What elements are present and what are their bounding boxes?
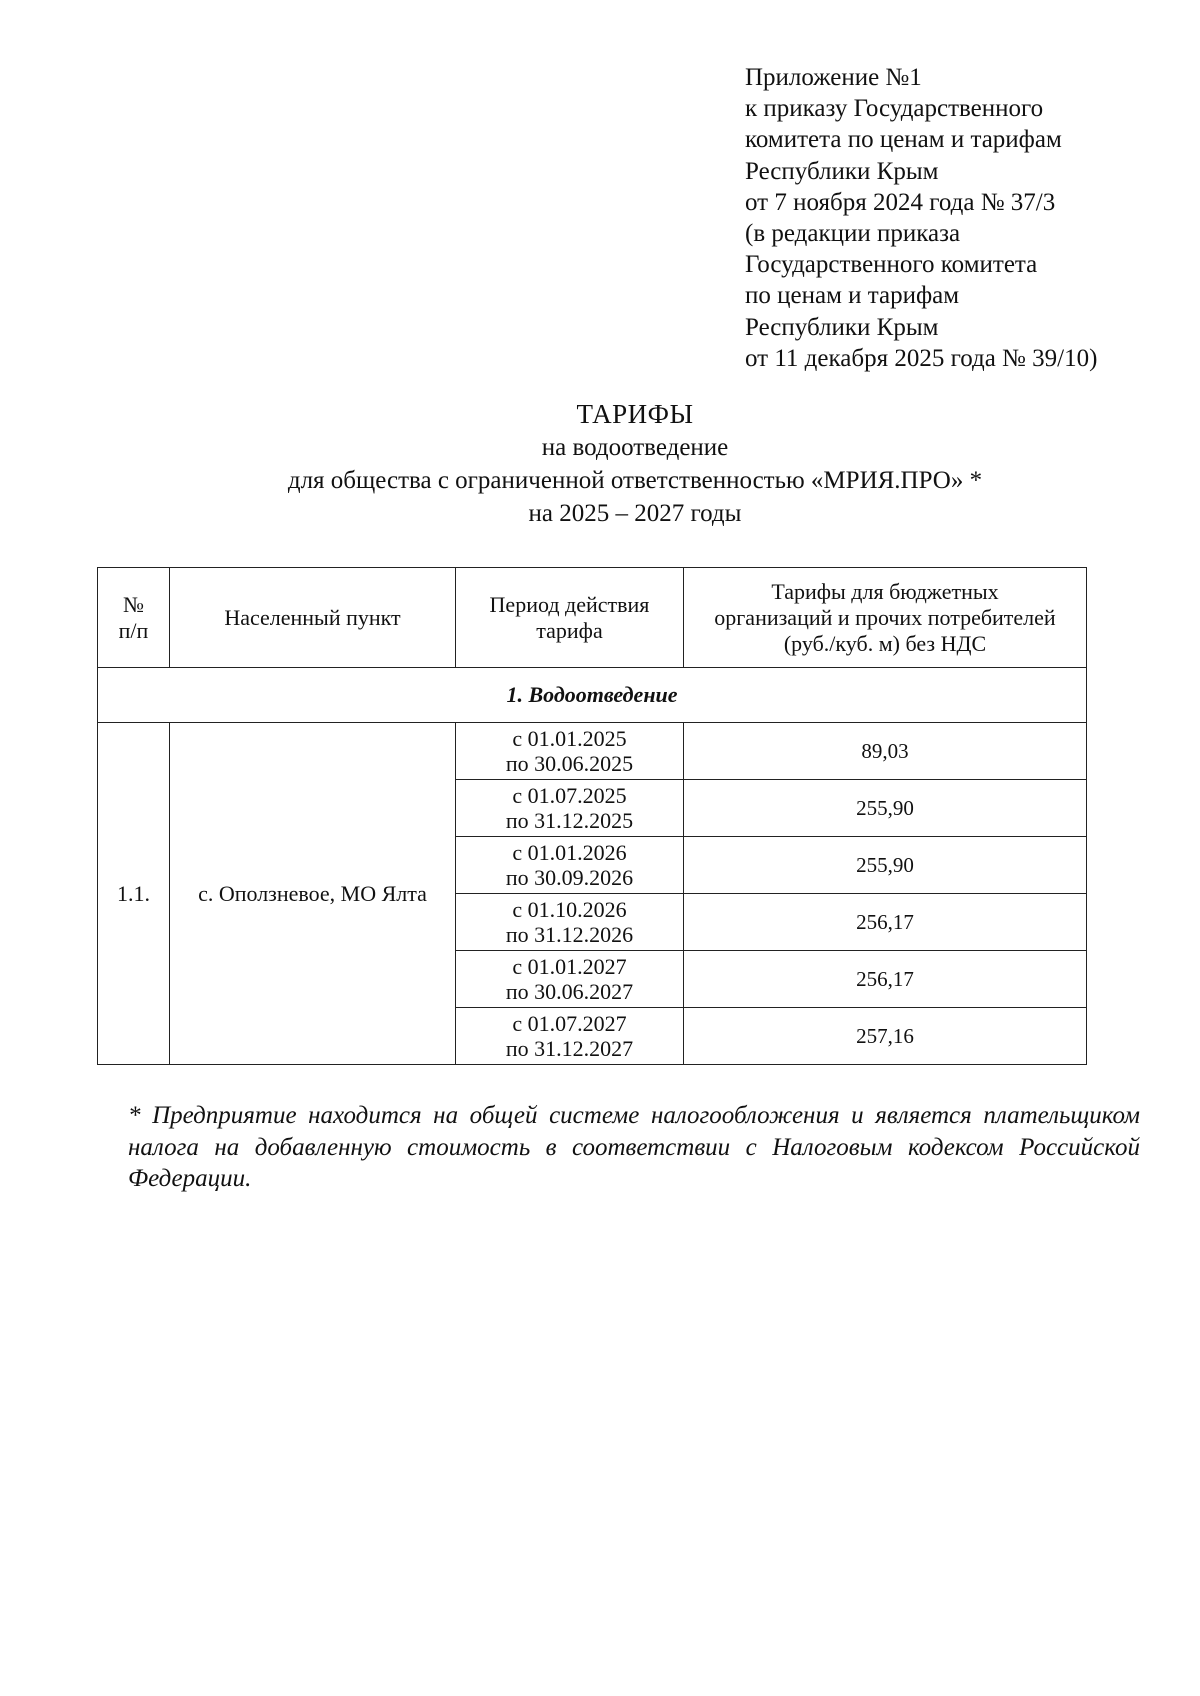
tariff-value: 255,90 — [684, 780, 1087, 837]
period-cell — [456, 780, 684, 837]
table-header-row — [98, 568, 1087, 668]
period-to: по 31.12.2027 — [505, 1036, 634, 1061]
appendix-block — [745, 62, 1165, 374]
period-from: с 01.07.2025 — [512, 783, 627, 808]
footnote: * Предприятие находится на общей системе налогообложения и является плательщиком налога на добавленную стоимость в соответствии с Налоговым кодексом Российской Федерации. — [128, 1102, 1140, 1192]
period-to: по 30.09.2026 — [505, 865, 634, 890]
tariff-value: 257,16 — [684, 1008, 1087, 1065]
period-cell — [456, 723, 684, 780]
document-title: ТАРИФЫ — [576, 399, 694, 429]
tariff-table — [97, 567, 1087, 1065]
heading-period: на 2025 – 2027 годы — [528, 500, 742, 527]
heading-subject: на водоотведение — [541, 434, 729, 461]
appendix-line: к приказу Государственного — [745, 95, 1044, 123]
period-to: по 30.06.2025 — [505, 751, 634, 776]
header-period-line1: Период действия — [489, 591, 650, 617]
appendix-line: по ценам и тарифам — [745, 282, 960, 310]
header-number-line1: № — [123, 591, 144, 617]
period-to: по 31.12.2026 — [505, 922, 634, 947]
period-from: с 01.01.2026 — [512, 840, 627, 865]
header-tariff-line3: (руб./куб. м) без НДС — [783, 630, 987, 656]
header-period-line2: тарифа — [536, 617, 603, 643]
header-tariff — [684, 568, 1087, 668]
appendix-line: Республики Крым — [745, 157, 939, 185]
period-from: с 01.10.2026 — [512, 897, 627, 922]
appendix-line: от 7 ноября 2024 года № 37/3 — [745, 188, 1056, 216]
period-from: с 01.07.2027 — [512, 1011, 627, 1036]
period-from: с 01.01.2025 — [512, 726, 627, 751]
period-cell — [456, 951, 684, 1008]
appendix-line: комитета по ценам и тарифам — [745, 126, 1062, 154]
tariff-value: 255,90 — [684, 837, 1087, 894]
row-number: 1.1. — [98, 723, 170, 1065]
period-from: с 01.01.2027 — [512, 954, 627, 979]
section-title: 1. Водоотведение — [98, 668, 1087, 723]
header-locality: Населенный пункт — [170, 568, 456, 668]
tariff-value: 256,17 — [684, 951, 1087, 1008]
row-locality: с. Оползневое, МО Ялта — [170, 723, 456, 1065]
document-heading — [0, 398, 1200, 530]
header-number-line2: п/п — [118, 617, 149, 643]
appendix-line: Государственного комитета — [745, 251, 1038, 279]
period-cell — [456, 894, 684, 951]
header-period — [456, 568, 684, 668]
header-tariff-line1: Тарифы для бюджетных — [771, 578, 999, 604]
header-number — [98, 568, 170, 668]
tariff-value: 89,03 — [684, 723, 1087, 780]
heading-organization: для общества с ограниченной ответственностью «МРИЯ.ПРО» * — [287, 467, 983, 494]
period-to: по 30.06.2027 — [505, 979, 634, 1004]
appendix-line: (в редакции приказа — [745, 220, 961, 248]
appendix-line: от 11 декабря 2025 года № 39/10) — [745, 344, 1098, 372]
header-tariff-line2: организаций и прочих потребителей — [714, 604, 1056, 630]
period-cell — [456, 1008, 684, 1065]
appendix-line: Республики Крым — [745, 313, 939, 341]
appendix-line: Приложение №1 — [745, 64, 922, 91]
period-to: по 31.12.2025 — [505, 808, 634, 833]
tariff-value: 256,17 — [684, 894, 1087, 951]
section-row — [98, 668, 1087, 723]
table-row — [98, 723, 1087, 780]
period-cell — [456, 837, 684, 894]
